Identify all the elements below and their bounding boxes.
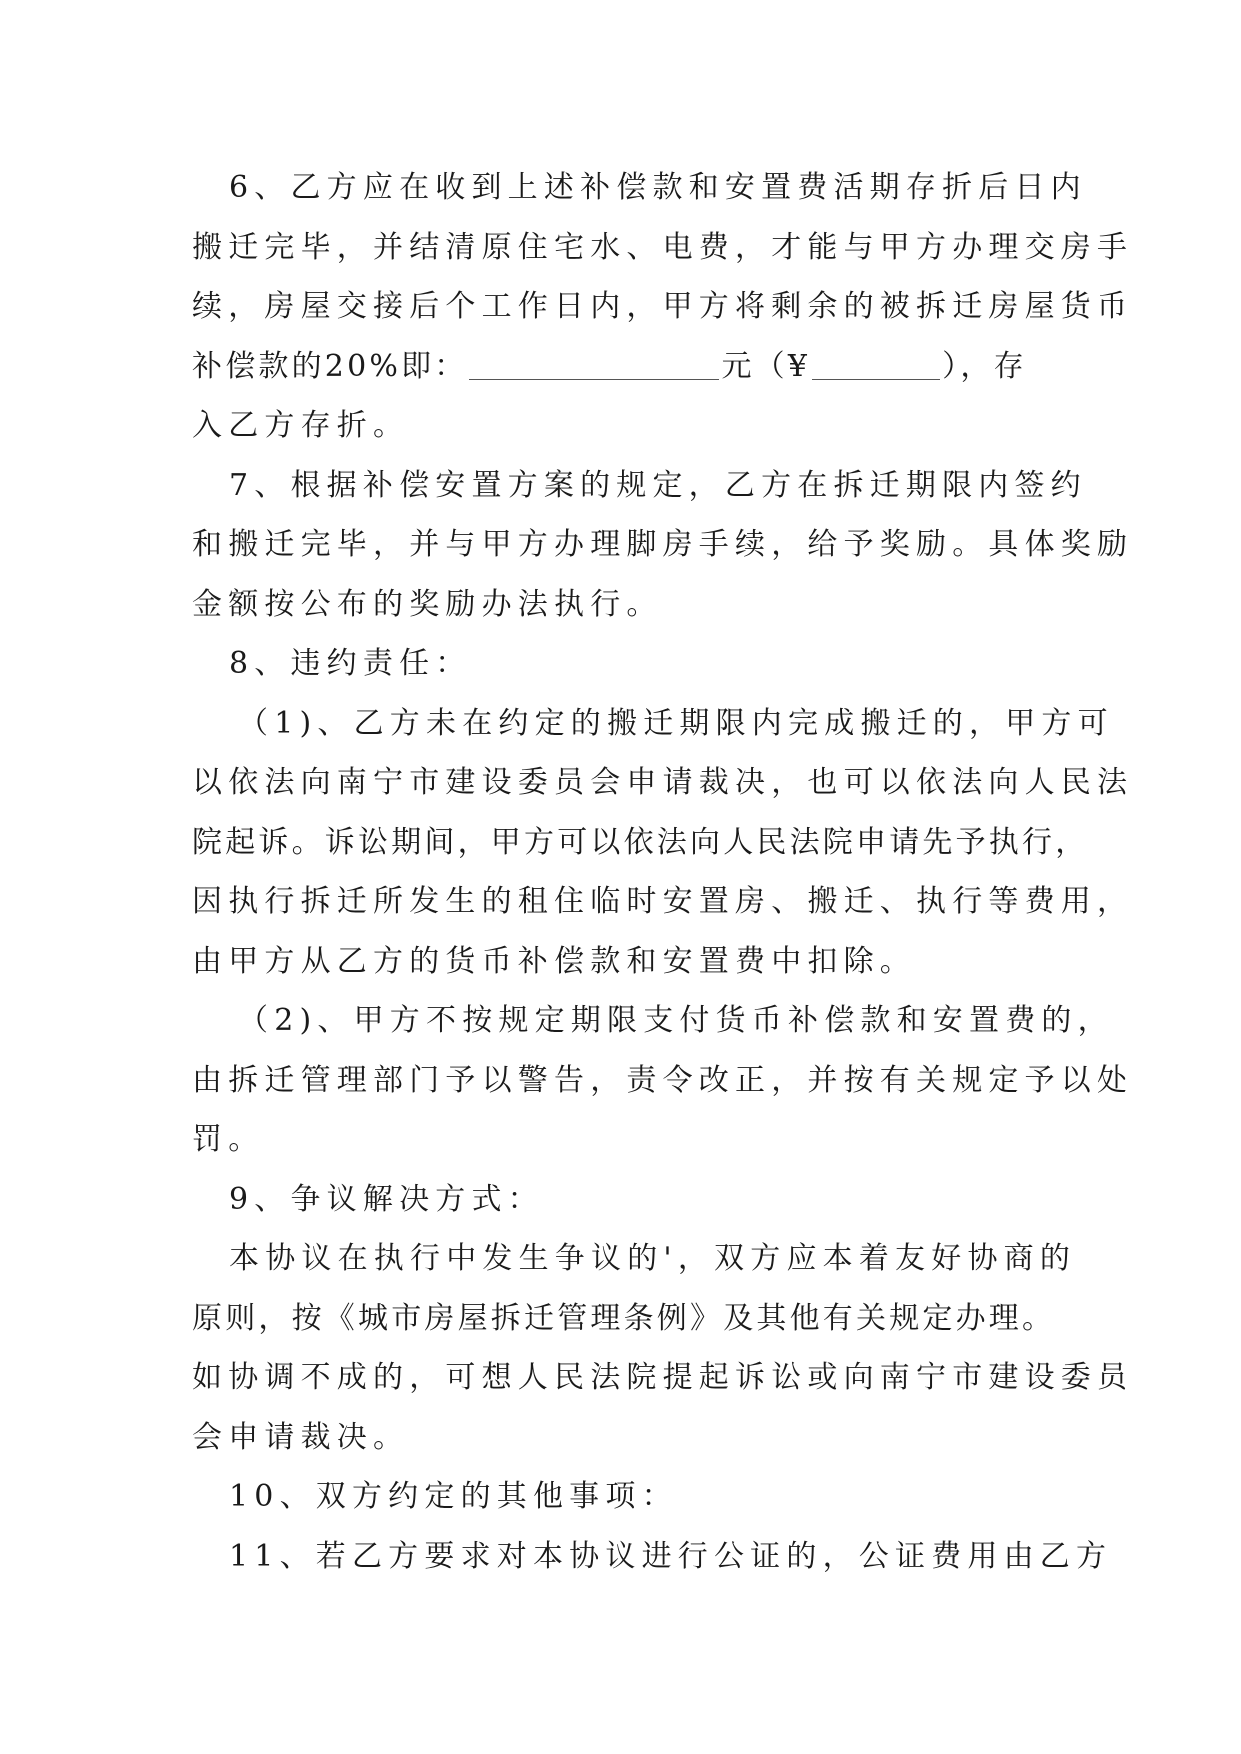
text-line: 原则，按《城市房屋拆迁管理条例》及其他有关规定办理。 bbox=[192, 1300, 1056, 1336]
text-line: 金额按公布的奖励办法执行。 bbox=[192, 586, 663, 622]
amount-blank bbox=[469, 349, 719, 380]
section-heading: 8、违约责任： bbox=[229, 646, 472, 681]
text-line: 如协调不成的，可想人民法院提起诉讼或向南宁市建设委员 bbox=[192, 1360, 1134, 1395]
text-line: （1)、乙方未在约定的搬迁期限内完成搬迁的，甲方可 bbox=[238, 705, 1114, 741]
text-line: 院起诉。诉讼期间，甲方可以依法向人民法院申请先予执行， bbox=[192, 824, 1089, 860]
text-line: 续，房屋交接后个工作日内，甲方将剩余的被拆迁房屋货币 bbox=[192, 289, 1134, 324]
section-heading: 9、争议解决方式： bbox=[229, 1181, 544, 1217]
text-line: 11、若乙方要求对本协议进行公证的，公证费用由乙方 bbox=[229, 1538, 1113, 1574]
text-fragment: 补偿款的20%即： bbox=[192, 348, 468, 384]
text-line: 本协议在执行中发生争议的'，双方应本着友好协商的 bbox=[229, 1241, 1077, 1276]
text-line: 罚。 bbox=[192, 1122, 265, 1157]
text-fragment: 元（¥ bbox=[721, 348, 811, 384]
text-line: 因执行拆迁所发生的租住临时安置房、搬迁、执行等费用， bbox=[192, 884, 1134, 919]
text-line-with-blanks bbox=[192, 337, 1058, 397]
section-heading: 10、双方约定的其他事项： bbox=[229, 1479, 678, 1514]
amount-figure-blank bbox=[812, 349, 940, 380]
text-line: 7、根据补偿安置方案的规定，乙方在拆迁期限内签约 bbox=[229, 467, 1087, 503]
text-line: 由甲方从乙方的货币补偿款和安置费中扣除。 bbox=[192, 943, 916, 979]
text-line: 以依法向南宁市建设委员会申请裁决，也可以依法向人民法 bbox=[192, 765, 1134, 800]
document-page bbox=[192, 158, 1134, 1586]
text-line: （2)、甲方不按规定期限支付货币补偿款和安置费的， bbox=[238, 1003, 1114, 1038]
text-line: 由拆迁管理部门予以警告，责令改正，并按有关规定予以处 bbox=[192, 1062, 1134, 1098]
text-line: 会申请裁决。 bbox=[192, 1419, 410, 1455]
text-fragment: ），存 bbox=[942, 348, 1027, 384]
text-line: 和搬迁完毕，并与甲方办理脚房手续，给予奖励。具体奖励 bbox=[192, 527, 1134, 562]
text-line: 搬迁完毕，并结清原住宅水、电费，才能与甲方办理交房手 bbox=[192, 229, 1134, 265]
text-line: 6、乙方应在收到上述补偿款和安置费活期存折后日内 bbox=[229, 170, 1087, 205]
text-line: 入乙方存折。 bbox=[192, 408, 410, 443]
